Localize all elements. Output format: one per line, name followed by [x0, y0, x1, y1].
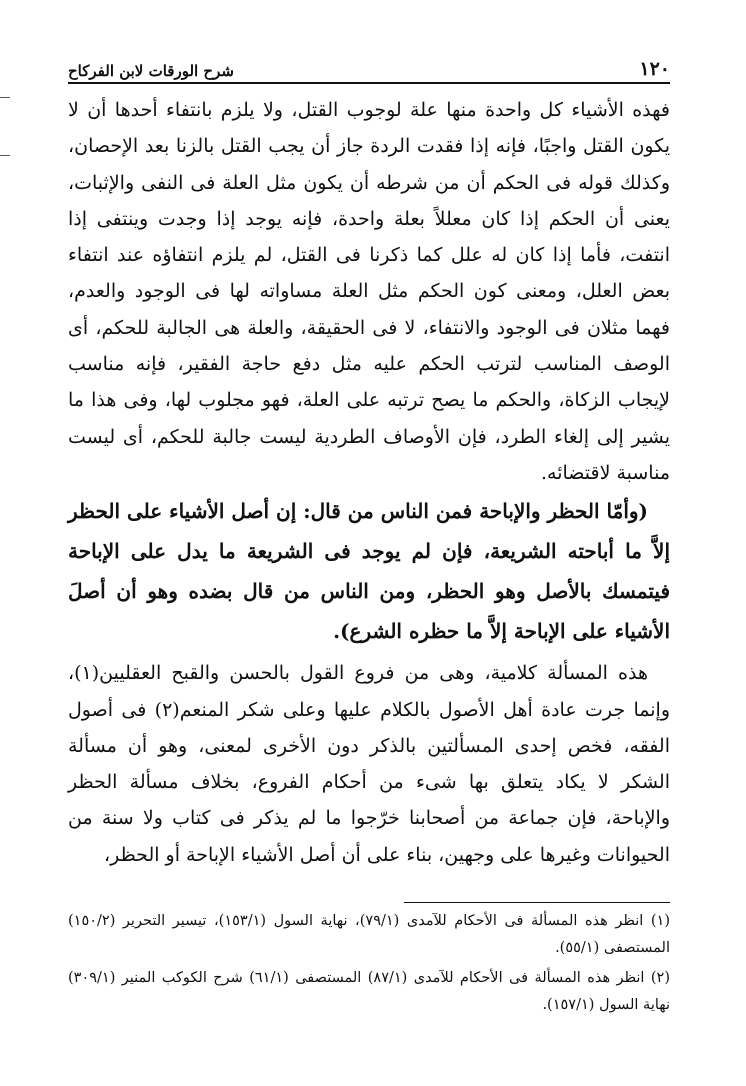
main-text	[68, 92, 670, 873]
commentary-paragraph: فهذه الأشياء كل واحدة منها علة لوجوب القتل، ولا يلزم بانتفاء أحدها أن لا يكون القتل واجبًا، فإنه إذا فقدت الردة جاز أن يجب القتل بالزنا بعد الإحصان، وكذلك قوله فى الحكم أن من شرطه أن يكون مثل العلة فى النفى والإثبات، يعنى أن الحكم إذا كان معللاً بعلة واحدة، فإنه يوجد إذا وجدت وينتفى إذا انتفت، فأما إذا كان له علل كما ذكرنا فى القتل، لم يلزم انتفاؤه عند انتفاء بعض العلل، ومعنى كون الحكم مثل العلة مساواته لها فى الوجود والعدم، فهما مثلان فى الوجود والانتفاء، لا فى الحقيقة، والعلة هى الجالبة للحكم، أى الوصف المناسب لترتب الحكم عليه مثل دفع حاجة الفقير، فإنه مناسب لإيجاب الزكاة، والحكم ما يصح ترتبه على العلة، فهو مجلوب لها، وفى هذا ما يشير إلى إلغاء الطرد، فإن الأوصاف الطردية ليست جالبة للحكم، أى ليست مناسبة لاقتضائه.	[68, 99, 670, 484]
footnotes	[68, 908, 670, 1022]
running-title: شرح الورقات لابن الفركاح	[68, 62, 234, 80]
footnote-separator	[404, 902, 670, 903]
header-rule	[68, 82, 670, 84]
commentary-paragraph: هذه المسألة كلامية، وهى من فروع القول بالحسن والقبح العقليين(١)، وإنما جرت عادة أهل الأصول بالكلام عليها وعلى شكر المنعم(٢) فى أصول الفقه، فخص إحدى المسألتين بالذكر دون الأخرى لمعنى، وهو أن مسألة الشكر لا يكاد يتعلق بها شىء من أحكام الفروع، بخلاف مسألة الحظر والإباحة، فإن جماعة من أصحابنا خرّجوا ما لم يذكر فى كتاب ولا سنة من الحيوانات وغيرها على وجهين، بناء على أن أصل الأشياء الإباحة أو الحظر،	[68, 662, 670, 866]
margin-mark	[0, 155, 10, 156]
footnote: (٢) انظر هذه المسألة فى الأحكام للآمدى (٨٧/١) المستصفى (٦١/١) شرح الكوكب المنير (٣٠٩/١) نهاية السول (١٥٧/١).	[68, 970, 670, 1013]
footnote: (١) انظر هذه المسألة فى الأحكام للآمدى (٧٩/١)، نهاية السول (١٥٣/١)، تيسير التحرير (١٥٠/٢) المستصفى (٥٥/١).	[68, 913, 670, 956]
page-header	[68, 52, 670, 80]
matn-quote: (وأمّا الحظر والإباحة فمن الناس من قال: إن أصل الأشياء على الحظر إلاَّ ما أباحته الشريعة، فإن لم يوجد فى الشريعة ما يدل على الإباحة فيتمسك بالأصل وهو الحظر، ومن الناس من قال بضده وهو أن أصلَ الأشياء على الإباحة إلاَّ ما حظره الشرع).	[68, 499, 670, 644]
page-number: ١٢٠	[639, 58, 670, 80]
margin-mark	[0, 97, 10, 98]
